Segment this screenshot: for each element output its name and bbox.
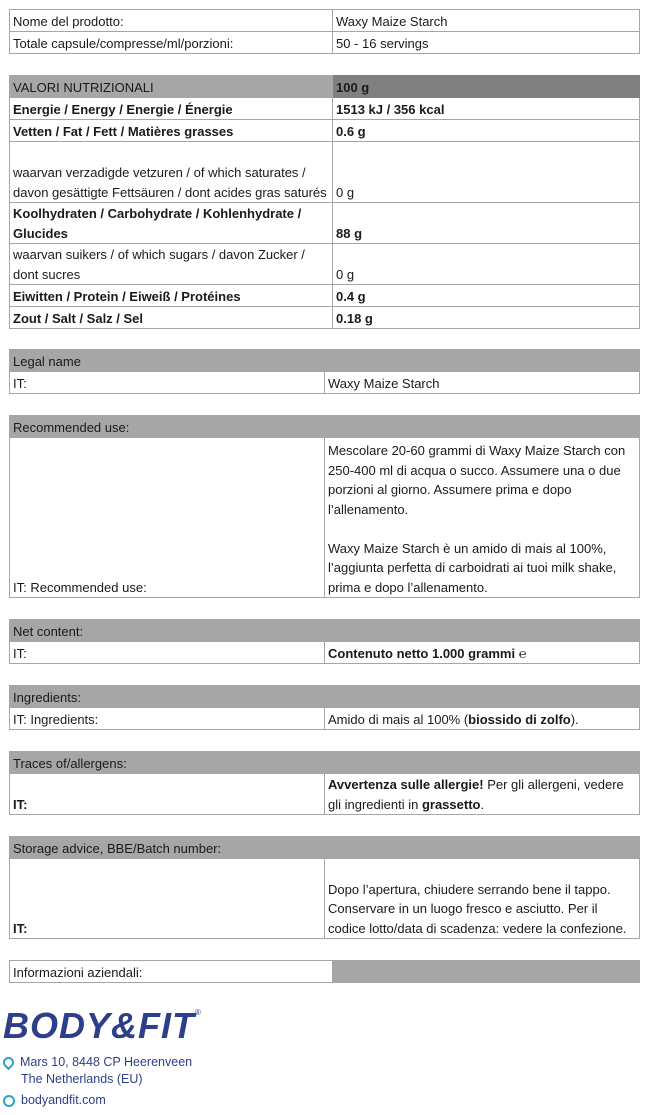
nutrition-row-label: Eiwitten / Protein / Eiweiß / Protéines [10, 285, 333, 307]
website-row [3, 1092, 106, 1108]
section-title: Recommended use: [10, 416, 640, 438]
ingredients-value [325, 708, 640, 730]
nutrition-row-value: 0.4 g [333, 285, 640, 307]
legal-value: Waxy Maize Starch [325, 372, 640, 394]
nutrition-row-label: Zout / Salt / Salz / Sel [10, 307, 333, 329]
nutrition-row-label: Vetten / Fat / Fett / Matières grasses [10, 120, 333, 142]
address-line-2: The Netherlands (EU) [21, 1072, 143, 1086]
allergy-text-end: . [480, 796, 485, 812]
recommended-paragraph: Mescolare 20-60 grammi di Waxy Maize Starch con 250-400 ml di acqua o succo. Assumere una o due porzioni al giorno. Assumere prima e dopo l’allenamento. [328, 443, 626, 517]
globe-icon [3, 1095, 15, 1107]
traces-label: IT: [10, 774, 325, 815]
location-pin-icon [1, 1055, 17, 1071]
net-value: Contenuto netto 1.000 grammi ℮ [325, 642, 640, 664]
nutrition-row-label: Energie / Energy / Energie / Énergie [10, 98, 333, 120]
servings-label: Totale capsule/compresse/ml/porzioni: [10, 32, 333, 54]
nutrition-row-value: 1513 kJ / 356 kcal [333, 98, 640, 120]
nutrition-header-label: VALORI NUTRIZIONALI [10, 76, 333, 98]
storage-table [9, 836, 640, 939]
nutrition-row-value: 0 g [333, 244, 640, 285]
nutrition-row-value: 0.6 g [333, 120, 640, 142]
section-title: Storage advice, BBE/Batch number: [10, 837, 640, 859]
recommended-label: IT: Recommended use: [10, 438, 325, 598]
section-title: Net content: [10, 620, 640, 642]
storage-value: Dopo l’apertura, chiudere serrando bene il tappo. Conservare in un luogo fresco e asciutto. Per il codice lotto/data di scadenza: vedere la confezione. [325, 859, 640, 939]
net-label: IT: [10, 642, 325, 664]
ingredients-text: Amido di mais al 100% ( [328, 711, 469, 727]
net-content-table [9, 619, 640, 664]
company-label: Informazioni aziendali: [10, 961, 333, 983]
allergy-bold-word: grassetto [421, 796, 481, 812]
registered-mark: ® [195, 1008, 201, 1017]
product-name-value: Waxy Maize Starch [333, 10, 640, 32]
ingredients-table [9, 685, 640, 730]
ingredients-label: IT: Ingredients: [10, 708, 325, 730]
allergy-text: Per gli allergeni, vedere gli ingredienti in [328, 777, 624, 812]
servings-value: 50 - 16 servings [333, 32, 640, 54]
brand-logo [3, 1005, 201, 1046]
address-block [3, 1054, 192, 1070]
section-title: Legal name [10, 350, 640, 372]
storage-label: IT: [10, 859, 325, 939]
company-value [333, 961, 640, 983]
logo-text: BODY&FIT [3, 1005, 195, 1046]
allergy-warning: Avvertenza sulle allergie! [328, 777, 484, 792]
nutrition-header-value: 100 g [333, 76, 640, 98]
nutrition-row-value: 0 g [333, 142, 640, 203]
nutrition-row-label: waarvan verzadigde vetzuren / of which saturates / davon gesättigte Fettsäuren / dont acides gras saturés [10, 142, 333, 203]
company-table [9, 960, 640, 983]
recommended-value [325, 438, 640, 598]
section-title: Traces of/allergens: [10, 752, 640, 774]
traces-value [325, 774, 640, 815]
address-line-1: Mars 10, 8448 CP Heerenveen [20, 1055, 193, 1069]
product-table [9, 9, 640, 54]
legal-name-table [9, 349, 640, 394]
allergens-table [9, 751, 640, 815]
nutrition-table [9, 75, 640, 329]
nutrition-row-label: Koolhydraten / Carbohydrate / Kohlenhydrate / Glucides [10, 203, 333, 244]
recommended-paragraph: Waxy Maize Starch è un amido di mais al 100%, l’aggiunta perfetta di carboidrati ai tuoi milk shake, prima e dopo l’allenamento. [328, 540, 617, 595]
section-title: Ingredients: [10, 686, 640, 708]
ingredients-allergen: biossido di zolfo [468, 711, 571, 727]
website-link[interactable]: bodyandfit.com [21, 1093, 106, 1107]
nutrition-row-value: 0.18 g [333, 307, 640, 329]
nutrition-row-label: waarvan suikers / of which sugars / davon Zucker / dont sucres [10, 244, 333, 285]
nutrition-row-value: 88 g [333, 203, 640, 244]
recommended-use-table [9, 415, 640, 598]
legal-label: IT: [10, 372, 325, 394]
product-name-label: Nome del prodotto: [10, 10, 333, 32]
ingredients-text-end: ). [570, 711, 579, 727]
